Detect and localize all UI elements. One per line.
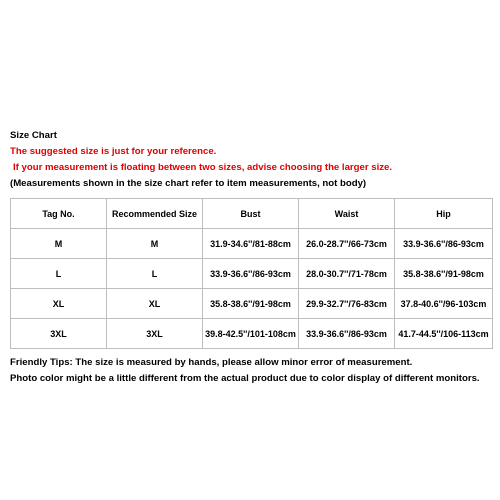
cell-waist: 33.9-36.6''/86-93cm [299, 319, 395, 349]
cell-hip: 41.7-44.5''/106-113cm [395, 319, 493, 349]
cell-bust: 31.9-34.6''/81-88cm [203, 229, 299, 259]
cell-recommended: 3XL [107, 319, 203, 349]
table-row [11, 289, 493, 319]
header-tag-no: Tag No. [11, 199, 107, 229]
cell-bust: 33.9-36.6''/86-93cm [203, 259, 299, 289]
cell-hip: 35.8-38.6''/91-98cm [395, 259, 493, 289]
cell-waist: 28.0-30.7''/71-78cm [299, 259, 395, 289]
friendly-tips: Friendly Tips: The size is measured by hands, please allow minor error of measurement. [10, 357, 413, 368]
cell-waist: 26.0-28.7''/66-73cm [299, 229, 395, 259]
cell-recommended: L [107, 259, 203, 289]
cell-recommended: M [107, 229, 203, 259]
size-chart-document [10, 128, 492, 387]
cell-recommended: XL [107, 289, 203, 319]
size-table [10, 198, 493, 349]
cell-tag: L [11, 259, 107, 289]
cell-bust: 35.8-38.6''/91-98cm [203, 289, 299, 319]
footer-notes [10, 355, 492, 387]
table-row [11, 229, 493, 259]
cell-tag: 3XL [11, 319, 107, 349]
cell-hip: 37.8-40.6''/96-103cm [395, 289, 493, 319]
cell-tag: XL [11, 289, 107, 319]
floating-size-note: If your measurement is floating between two sizes, advise choosing the larger size. [13, 162, 393, 173]
size-chart-title: Size Chart [10, 130, 57, 141]
header-hip: Hip [395, 199, 493, 229]
header-recommended-size: Recommended Size [107, 199, 203, 229]
cell-hip: 33.9-36.6''/86-93cm [395, 229, 493, 259]
table-header-row [11, 199, 493, 229]
table-row [11, 319, 493, 349]
photo-color-note: Photo color might be a little different from the actual product due to color display of different monitors. [10, 373, 480, 384]
reference-note: The suggested size is just for your reference. [10, 146, 217, 157]
header-bust: Bust [203, 199, 299, 229]
cell-tag: M [11, 229, 107, 259]
header-waist: Waist [299, 199, 395, 229]
cell-waist: 29.9-32.7''/76-83cm [299, 289, 395, 319]
cell-bust: 39.8-42.5''/101-108cm [203, 319, 299, 349]
measurement-note: (Measurements shown in the size chart refer to item measurements, not body) [10, 178, 367, 189]
table-row [11, 259, 493, 289]
